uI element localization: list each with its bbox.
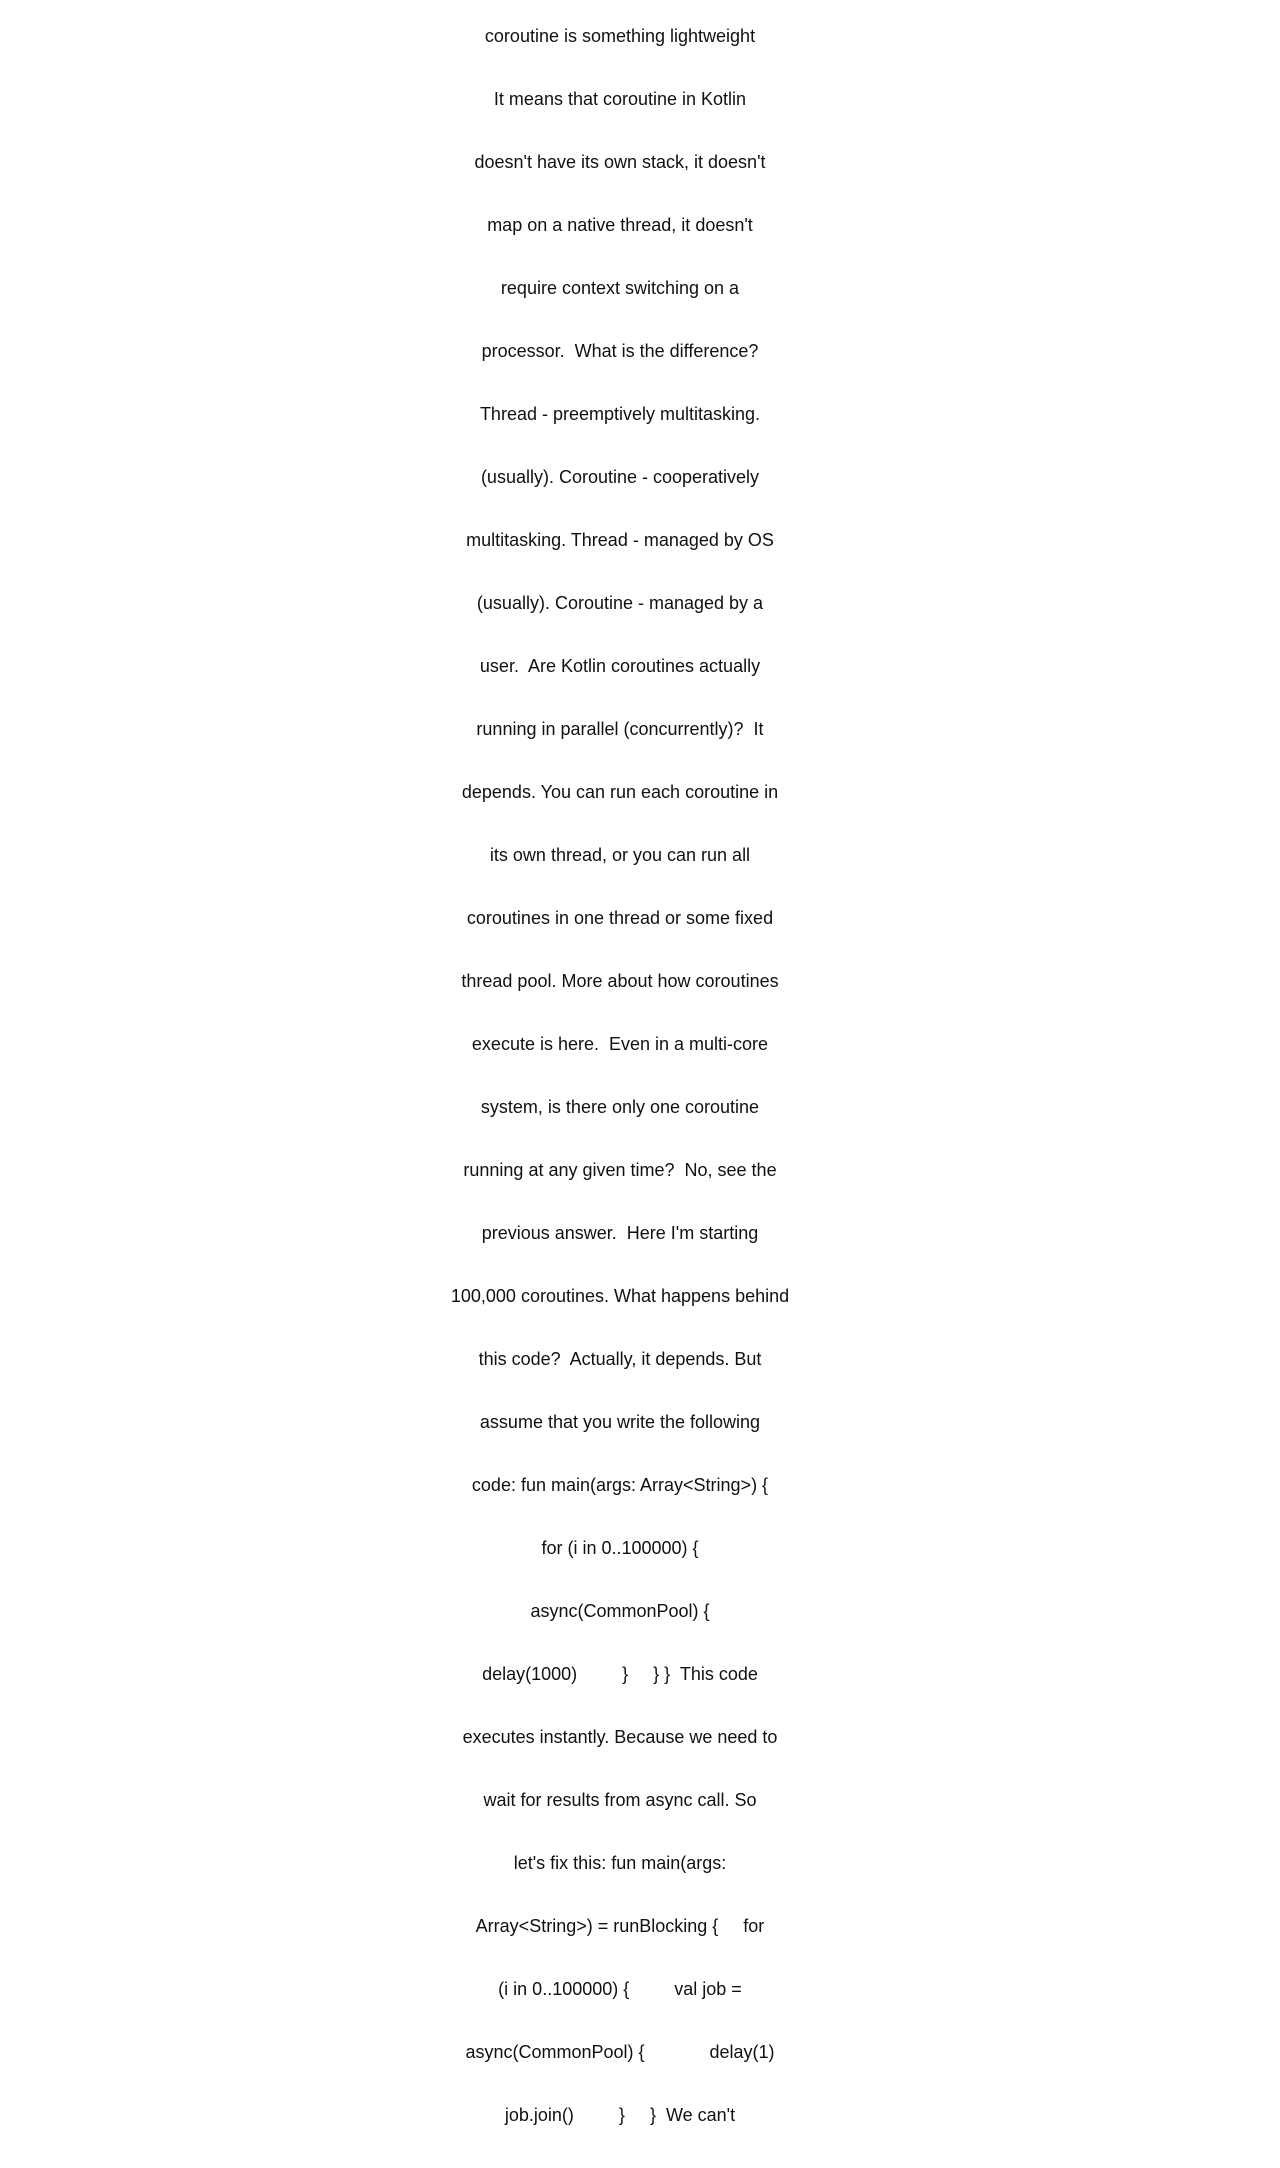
- text-line: executes instantly. Because we need to: [462, 1727, 778, 1747]
- text-line: thread pool. More about how coroutines: [461, 971, 779, 991]
- text-line: let's fix this: fun main(args:: [513, 1853, 727, 1873]
- text-line: async(CommonPool) { delay(1): [465, 2042, 775, 2062]
- text-line: its own thread, or you can run all: [489, 845, 751, 865]
- text-line: running in parallel (concurrently)? It: [476, 719, 764, 739]
- text-line: wait for results from async call. So: [483, 1790, 757, 1810]
- text-line: code: fun main(args: Array<String>) {: [471, 1475, 769, 1495]
- text-line: job.join() } } We can't: [504, 2105, 736, 2125]
- text-line: multitasking. Thread - managed by OS: [466, 530, 774, 550]
- text-line: assume that you write the following: [479, 1412, 761, 1432]
- text-line: system, is there only one coroutine: [480, 1097, 760, 1117]
- text-line: running at any given time? No, see the: [463, 1160, 777, 1180]
- text-line: coroutines in one thread or some fixed: [466, 908, 774, 928]
- text-line: (usually). Coroutine - cooperatively: [480, 467, 760, 487]
- text-line: this code? Actually, it depends. But: [478, 1349, 762, 1369]
- text-line: async(CommonPool) {: [530, 1601, 710, 1621]
- text-line: require context switching on a: [500, 278, 740, 298]
- text-line: delay(1000) } } } This code: [482, 1664, 758, 1684]
- text-line: map on a native thread, it doesn't: [487, 215, 753, 235]
- article-text: [440, 0, 800, 2125]
- text-line: doesn't have its own stack, it doesn't: [474, 152, 766, 172]
- text-line: Array<String>) = runBlocking { for: [475, 1916, 765, 1936]
- text-line: (i in 0..100000) { val job =: [498, 1979, 742, 1999]
- text-line: user. Are Kotlin coroutines actually: [479, 656, 761, 676]
- text-line: Thread - preemptively multitasking.: [479, 404, 761, 424]
- text-line: depends. You can run each coroutine in: [461, 782, 779, 802]
- text-line: coroutine is something lightweight: [484, 26, 756, 46]
- text-line: for (i in 0..100000) {: [541, 1538, 699, 1558]
- text-line: previous answer. Here I'm starting: [481, 1223, 759, 1243]
- text-line: It means that coroutine in Kotlin: [493, 89, 747, 109]
- text-line: 100,000 coroutines. What happens behind: [450, 1286, 790, 1306]
- text-line: (usually). Coroutine - managed by a: [476, 593, 764, 613]
- text-line: execute is here. Even in a multi-core: [471, 1034, 769, 1054]
- text-line: processor. What is the difference?: [481, 341, 759, 361]
